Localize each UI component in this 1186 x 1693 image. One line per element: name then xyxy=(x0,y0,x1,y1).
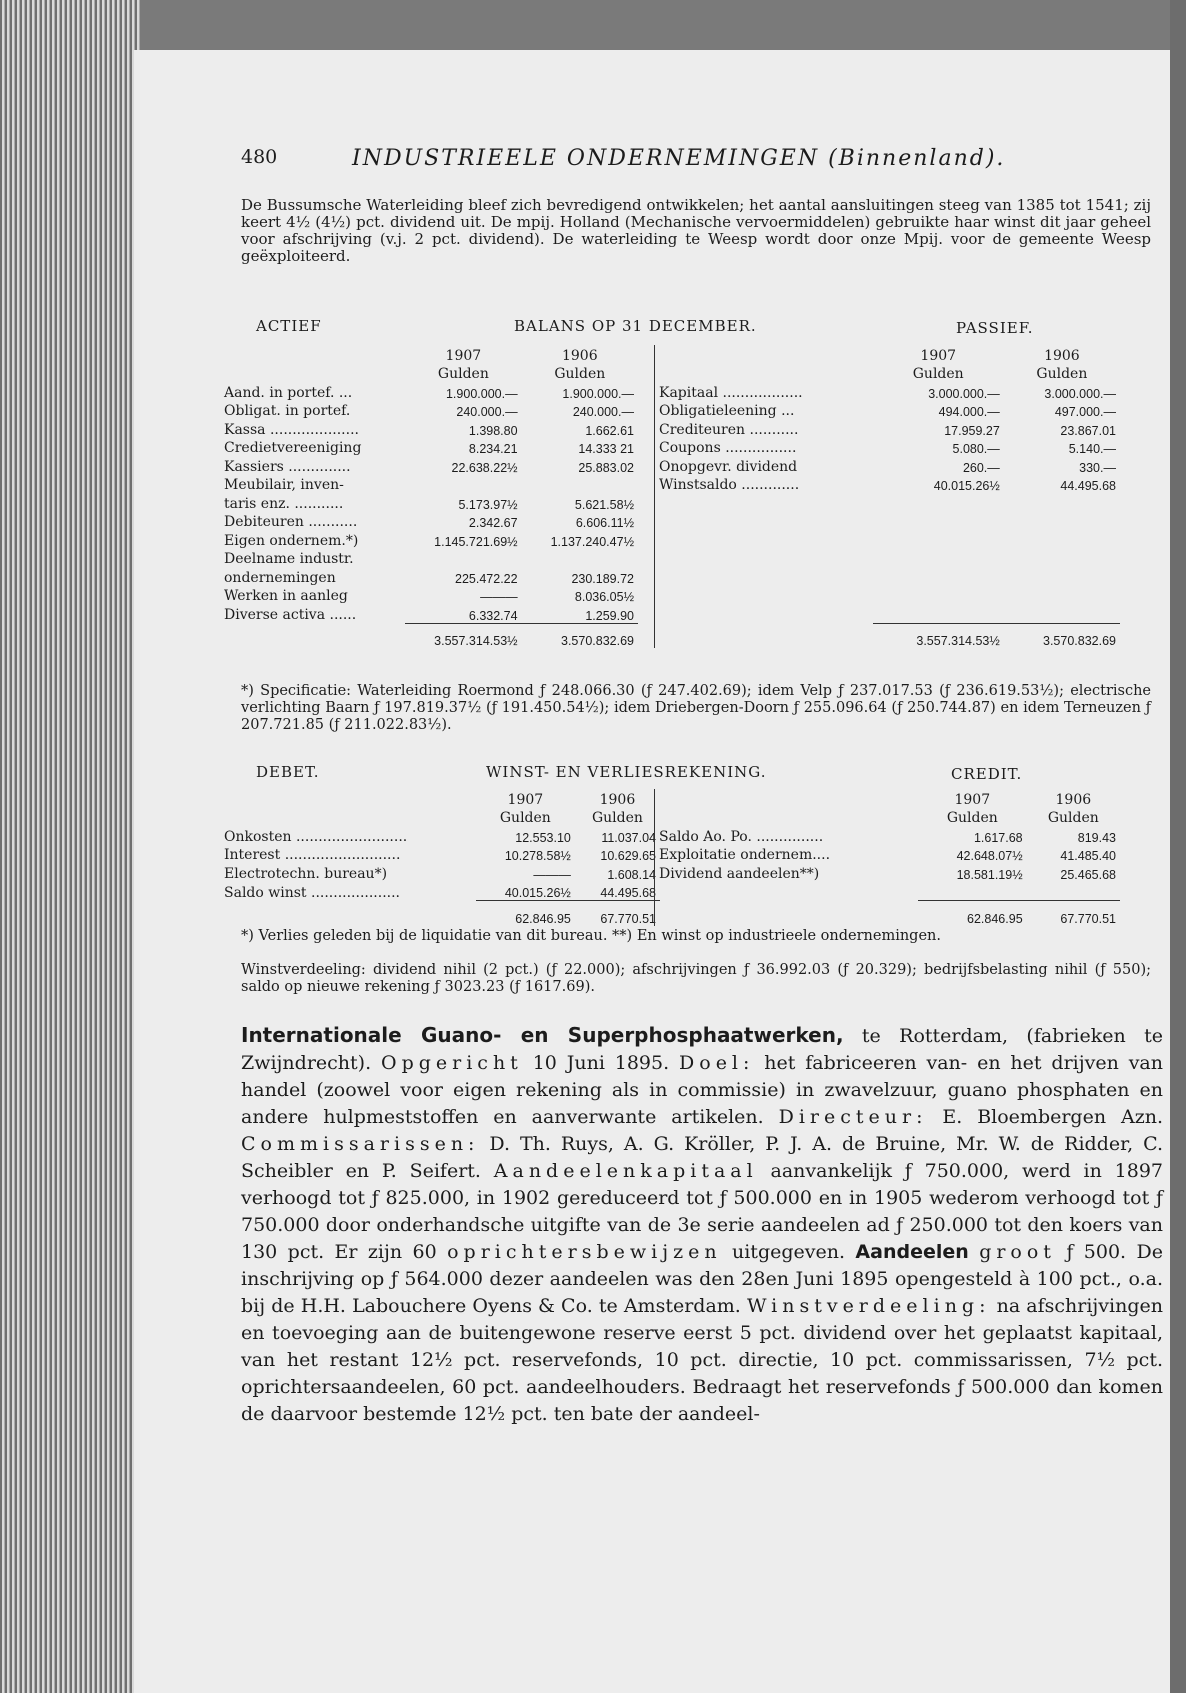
value-1906: 819.43 xyxy=(1077,830,1116,845)
unit-header: Gulden xyxy=(1036,366,1088,382)
totals-row xyxy=(655,901,1121,926)
value-1906: 1.662.61 xyxy=(585,423,634,438)
row-label: Meubilair, inven- xyxy=(224,477,344,493)
totals-row xyxy=(220,901,660,926)
table-row xyxy=(220,567,638,586)
row-label: Deelname industr. xyxy=(224,551,354,567)
value-1907: 40.015.26½ xyxy=(933,479,1000,493)
total-1907: 62.846.95 xyxy=(476,901,575,926)
value-1907: 10.278.58½ xyxy=(504,849,571,863)
book-page xyxy=(134,50,1170,1693)
unit-header: Gulden xyxy=(912,366,964,382)
table-row xyxy=(220,549,638,568)
kapitaal-text: aanvankelijk ƒ 750.000, werd in 1897 verhoogd tot ƒ 825.000, in 1902 gereduceerd tot ƒ 500.000 en in 1905 wederom verhoogd tot ƒ 750.000 door onderhandsche uitgifte van de 3e serie aandeelen ad ƒ 250.000 tot den koers van 130 pct. Er zijn 60 xyxy=(241,1160,1164,1263)
table-row xyxy=(655,401,1121,420)
value-1907: 1.900.000.— xyxy=(445,386,518,401)
total-1907: 3.557.314.53½ xyxy=(873,623,1004,648)
value-1906: 10.629.65 xyxy=(600,849,656,863)
unit-header: Gulden xyxy=(554,366,606,382)
label-directeur: Directeur: xyxy=(778,1106,928,1128)
year-header: 1906 xyxy=(561,347,598,364)
value-1907: 22.638.22½ xyxy=(451,460,518,475)
value-1907 xyxy=(405,475,521,494)
row-label: Saldo Ao. Po. ............... xyxy=(655,826,918,845)
label-opgericht: Opgericht xyxy=(381,1052,523,1074)
total-1906: 67.770.51 xyxy=(1027,901,1120,926)
totals-row xyxy=(220,623,638,648)
intro-paragraph: De Bussumsche Waterleiding bleef zich bevredigend ontwikkelen; het aantal aansluitingen steeg van 1385 tot 1541; zij keert 4½ (4½) pct. dividend uit. De mpij. Holland (Mechanische vervoermiddelen) gebruikte haar winst dit jaar geheel voor afschrijving (v.j. 2 pct. dividend). De waterleiding te Weesp wordt door onze Mpij. voor de gemeente Weesp geëxploiteerd. xyxy=(241,196,1151,265)
table-row xyxy=(655,826,1121,845)
company-location: te Rotterdam, (fabrieken te Zwijndrecht). xyxy=(241,1025,1163,1074)
balans-passief-table xyxy=(654,345,1120,648)
balans-actief-caption: ACTIEF xyxy=(256,317,322,335)
balans-passief-caption: PASSIEF. xyxy=(956,319,1034,337)
value-1906: 1.900.000.— xyxy=(562,386,634,401)
table-row xyxy=(220,512,638,531)
winst-credit-table xyxy=(654,789,1120,926)
directeur-text: E. Bloembergen Azn. xyxy=(927,1106,1163,1128)
value-1906: 1.137.240.47½ xyxy=(550,534,634,549)
table-row xyxy=(655,475,1121,494)
value-1907: 1.617.68 xyxy=(973,830,1023,845)
winst-debet-table xyxy=(220,789,660,926)
winstverdeeling-paragraph: Winstverdeeling: dividend nihil (2 pct.) (ƒ 22.000); afschrijvingen ƒ 36.992.03 (ƒ 20.329); bedrijfsbelasting nihil (ƒ 550); saldo op nieuwe rekening ƒ 3023.23 (ƒ 1617.69). xyxy=(241,962,1151,995)
value-1906: 14.333 21 xyxy=(578,442,634,456)
value-1906: 3.000.000.— xyxy=(1044,386,1116,401)
row-label: Onkosten ......................... xyxy=(224,828,408,845)
table-row xyxy=(220,382,638,401)
value-1907: 1.145.721.69½ xyxy=(434,534,518,549)
value-1906: 41.485.40 xyxy=(1060,849,1116,863)
page-number: 480 xyxy=(241,146,278,168)
winst-caption: WINST- EN VERLIESREKENING. xyxy=(486,763,767,781)
aandeelen-text: ƒ 500. De inschrijving op ƒ 564.000 dezer aandeelen was den 28en Juni 1895 opengesteld à 100 pct., o.a. bij de H.H. Labouchere Oyens & Co. te Amsterdam. xyxy=(241,1241,1163,1317)
uitgegeven-text: uitgegeven. xyxy=(721,1241,856,1263)
year-header: 1906 xyxy=(599,791,636,808)
table-row xyxy=(655,863,1121,882)
value-1907: 225.472.22 xyxy=(455,571,518,586)
row-label: Obligat. in portef. xyxy=(224,403,351,419)
year-header: 1907 xyxy=(920,347,957,364)
table-row xyxy=(220,586,638,605)
winst-debet-caption: DEBET. xyxy=(256,763,320,781)
row-label: Saldo winst .................... xyxy=(224,884,400,901)
year-header: 1907 xyxy=(507,791,544,808)
value-1907: 5.173.97½ xyxy=(458,497,518,512)
row-label: taris enz. ........... xyxy=(224,495,344,512)
scan-right-band xyxy=(1170,0,1186,1693)
row-label: Kassiers .............. xyxy=(224,458,351,475)
label-aandeelenkapitaal: Aandeelenkapitaal xyxy=(493,1160,758,1182)
year-header: 1906 xyxy=(1055,791,1092,808)
value-1907: 18.581.19½ xyxy=(956,867,1023,882)
value-1906: 6.606.11½ xyxy=(575,516,634,530)
total-1907: 62.846.95 xyxy=(918,901,1027,926)
value-1906: 497.000.— xyxy=(1054,405,1116,419)
value-1907: 40.015.26½ xyxy=(504,886,571,900)
row-label: Aand. in portef. ... xyxy=(224,384,353,401)
table-row xyxy=(220,845,660,864)
row-label: Crediteuren ........... xyxy=(655,419,873,438)
value-1906: 44.495.68 xyxy=(1060,479,1116,493)
value-1907: 8.234.21 xyxy=(468,442,518,456)
table-row xyxy=(220,530,638,549)
table-row xyxy=(655,419,1121,438)
unit-header: Gulden xyxy=(591,810,643,826)
value-1906: 1.608.14 xyxy=(607,867,656,882)
value-1906: 25.883.02 xyxy=(578,460,634,475)
balans-actief-table xyxy=(220,345,638,648)
value-1906: 1.259.90 xyxy=(585,608,634,623)
value-1906: 11.037.04 xyxy=(601,830,656,845)
label-commissarissen: Commissarissen: xyxy=(241,1133,480,1155)
commissarissen-text: D. Th. Ruys, A. G. Kröller, P. J. A. de Bruine, Mr. W. de Ridder, C. Scheibler en P. Seifert. xyxy=(241,1133,1163,1182)
value-1907: 1.398.80 xyxy=(468,423,518,438)
value-1906: 25.465.68 xyxy=(1060,867,1116,882)
year-header: 1906 xyxy=(1044,347,1080,364)
unit-header: Gulden xyxy=(946,810,998,826)
row-label: Winstsaldo ............. xyxy=(655,475,873,494)
total-1907: 3.557.314.53½ xyxy=(405,623,521,648)
table-row xyxy=(220,493,638,512)
label-oprichtersbewijzen: oprichtersbewijzen xyxy=(447,1241,722,1263)
table-row xyxy=(220,401,638,420)
unit-header: Gulden xyxy=(1047,810,1099,826)
value-1907: 260.— xyxy=(962,460,1000,475)
label-groot: groot xyxy=(979,1241,1056,1263)
row-label: Obligatieleening ... xyxy=(655,401,873,420)
doel-text: het fabriceeren van- en het drijven van handel (zoowel voor eigen rekening als in commissie) in zwavelzuur, guano phosphaten en andere hulpmeststoffen en aanverwante artikelen. xyxy=(241,1052,1163,1128)
table-row xyxy=(220,863,660,882)
row-label: Kassa .................... xyxy=(224,421,359,438)
totals-row xyxy=(655,623,1121,648)
table-row xyxy=(220,882,660,901)
row-label: ondernemingen xyxy=(224,569,336,586)
row-label: Electrotechn. bureau*) xyxy=(224,865,388,882)
unit-header: Gulden xyxy=(437,366,489,382)
row-label: Kapitaal .................. xyxy=(655,382,873,401)
row-label: Exploitatie ondernem.... xyxy=(655,845,918,864)
value-1906: 44.495.68 xyxy=(600,886,656,900)
value-1906: 330.— xyxy=(1079,460,1116,475)
row-label: Onopgevr. dividend xyxy=(655,456,873,475)
value-1906 xyxy=(522,549,638,568)
year-header: 1907 xyxy=(445,347,482,364)
value-1906: 230.189.72 xyxy=(571,571,634,586)
value-1907: 17.959.27 xyxy=(944,423,1000,438)
row-label: Interest .......................... xyxy=(224,847,401,863)
company-entry xyxy=(241,1022,1163,1428)
winst-credit-caption: CREDIT. xyxy=(951,765,1023,783)
row-label: Diverse activa ...... xyxy=(224,607,357,623)
label-aandeelen: Aandeelen xyxy=(855,1241,969,1263)
value-1907: ——— xyxy=(533,867,571,882)
table-row xyxy=(655,438,1121,457)
table-row xyxy=(655,456,1121,475)
value-1907: 494.000.— xyxy=(938,405,1000,419)
value-1907: 42.648.07½ xyxy=(956,849,1023,863)
year-header: 1907 xyxy=(954,791,991,808)
value-1907: ——— xyxy=(480,590,518,604)
scan-top-band xyxy=(0,0,1186,50)
value-1906: 5.140.— xyxy=(1068,442,1116,456)
row-label: Debiteuren ........... xyxy=(224,514,358,530)
table-row xyxy=(220,419,638,438)
table-row xyxy=(655,845,1121,864)
label-winstverdeeling: Winstverdeeling: xyxy=(746,1295,991,1317)
winstverdeeling-text: na afschrijvingen en toevoeging aan de buitengewone reserve eerst 5 pct. dividend over het geplaatst kapitaal, van het restant 12½ pct. reservefonds, 10 pct. directie, 10 pct. commissarissen, 7½ pct. oprichtersaandeelen, 60 pct. aandeelhouders. Bedraagt het reservefonds ƒ 500.000 dan komen de daarvoor bestemde 12½ pct. ten bate der aandeel- xyxy=(241,1295,1164,1425)
company-name: Internationale Guano- en Superphosphaatwerken, xyxy=(241,1023,844,1047)
specificatie-footnote: *) Specificatie: Waterleiding Roermond ƒ 248.066.30 (ƒ 247.402.69); idem Velp ƒ 237.017.53 (ƒ 236.619.53½); electrische verlichting Baarn ƒ 197.819.37½ (ƒ 191.450.54½); idem Driebergen-Doorn ƒ 255.096.64 (ƒ 250.744.87) en idem Terneuzen ƒ 207.721.85 (ƒ 211.022.83½). xyxy=(241,683,1151,733)
row-label: Eigen ondernem.*) xyxy=(224,532,359,549)
row-label: Coupons ................ xyxy=(655,438,873,457)
value-1907: 6.332.74 xyxy=(468,608,518,623)
value-1907: 2.342.67 xyxy=(468,516,518,530)
table-row xyxy=(220,438,638,457)
label-doel: Doel: xyxy=(679,1052,755,1074)
value-1907: 12.553.10 xyxy=(515,830,571,845)
value-1907: 240.000.— xyxy=(456,405,518,419)
value-1906: 240.000.— xyxy=(572,405,634,419)
value-1906: 23.867.01 xyxy=(1060,423,1116,438)
total-1906: 67.770.51 xyxy=(575,901,660,926)
opgericht-date: 10 Juni 1895. xyxy=(522,1052,680,1074)
table-row xyxy=(655,382,1121,401)
table-row xyxy=(220,826,660,845)
table-row xyxy=(220,475,638,494)
value-1906: 5.621.58½ xyxy=(574,497,634,512)
table-row xyxy=(220,456,638,475)
value-1907: 3.000.000.— xyxy=(928,386,1000,401)
total-1906: 3.570.832.69 xyxy=(1004,623,1120,648)
running-header: INDUSTRIEELE ONDERNEMINGEN (Binnenland). xyxy=(352,146,1006,171)
winst-footnotes: *) Verlies geleden bij de liquidatie van dit bureau. **) En winst op industrieele ondernemingen. xyxy=(241,928,941,944)
value-1907 xyxy=(405,549,521,568)
total-1906: 3.570.832.69 xyxy=(522,623,638,648)
row-label: Werken in aanleg xyxy=(224,588,348,604)
balans-caption: BALANS OP 31 DECEMBER. xyxy=(514,317,757,335)
row-label: Credietvereeniging xyxy=(224,440,362,456)
book-page-edges xyxy=(0,0,140,1693)
row-label: Dividend aandeelen**) xyxy=(655,863,918,882)
value-1907: 5.080.— xyxy=(952,442,1000,456)
value-1906: 8.036.05½ xyxy=(574,590,634,604)
value-1906 xyxy=(522,475,638,494)
unit-header: Gulden xyxy=(499,810,551,826)
table-row xyxy=(220,604,638,623)
